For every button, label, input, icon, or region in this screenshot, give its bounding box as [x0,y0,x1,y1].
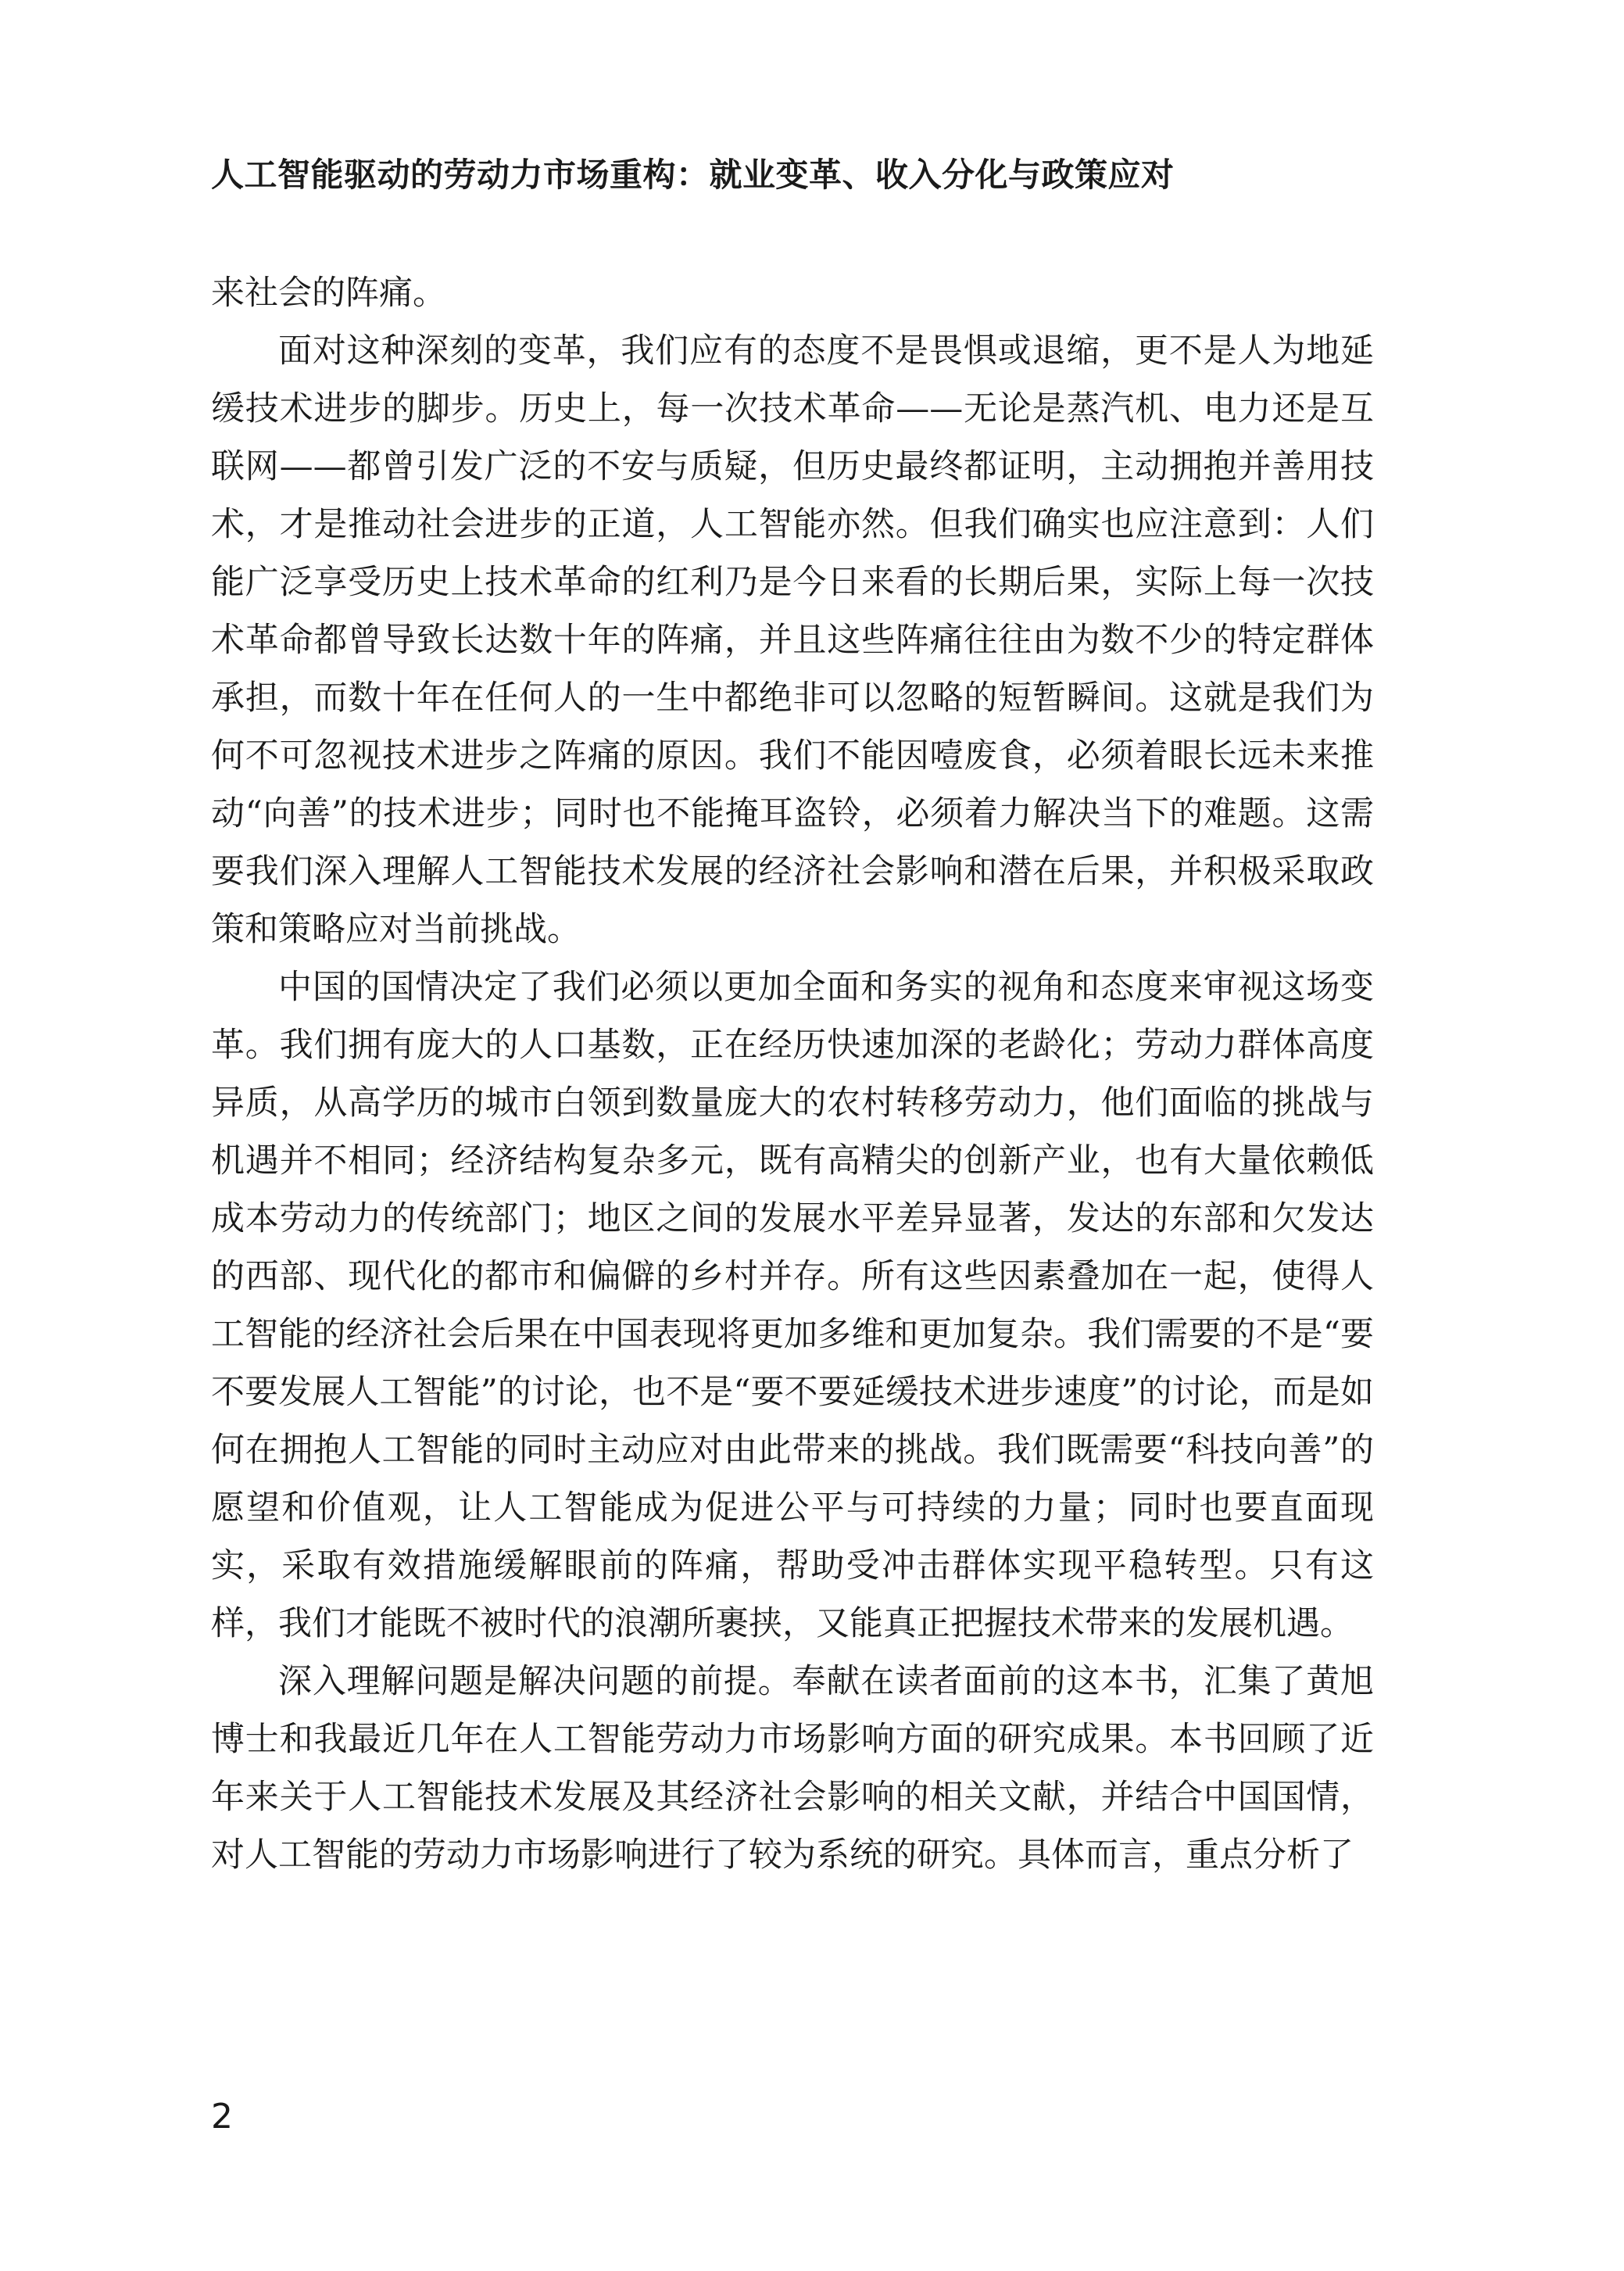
running-header-title: 人工智能驱动的劳动力市场重构：就业变革、收入分化与政策应对 [211,156,1175,194]
paragraph: 深入理解问题是解决问题的前提。奉献在读者面前的这本书，汇集了黄旭博士和我最近几年在人工智能劳动力市场影响方面的研究成果。本书回顾了近年来关于人工智能技术发展及其经济社会影响的相关文献，并结合中国国情，对人工智能的劳动力市场影响进行了较为系统的研究。具体而言，重点分析了 [211,1662,1374,1875]
paragraph: 中国的国情决定了我们必须以更加全面和务实的视角和态度来审视这场变革。我们拥有庞大的人口基数，正在经历快速加深的老龄化；劳动力群体高度异质，从高学历的城市白领到数量庞大的农村转移劳动力，他们面临的挑战与机遇并不相同；经济结构复杂多元，既有高精尖的创新产业，也有大量依赖低成本劳动力的传统部门；地区之间的发展水平差异显著，发达的东部和欠发达的西部、现代化的都市和偏僻的乡村并存。所有这些因素叠加在一起，使得人工智能的经济社会后果在中国表现将更加多维和更加复杂。我们需要的不是“要不要发展人工智能”的讨论，也不是“要不要延缓技术进步速度”的讨论，而是如何在拥抱人工智能的同时主动应对由此带来的挑战。我们既需要“科技向善”的愿望和价值观，让人工智能成为促进公平与可持续的力量；同时也要直面现实，采取有效措施缓解眼前的阵痛，帮助受冲击群体实现平稳转型。只有这样，我们才能既不被时代的浪潮所裹挟，又能真正把握技术带来的发展机遇。 [211,968,1374,1643]
paragraph: 面对这种深刻的变革，我们应有的态度不是畏惧或退缩，更不是人为地延缓技术进步的脚步。历史上，每一次技术革命——无论是蒸汽机、电力还是互联网——都曾引发广泛的不安与质疑，但历史最终都证明，主动拥抱并善用技术，才是推动社会进步的正道，人工智能亦然。但我们确实也应注意到：人们能广泛享受历史上技术革命的红利乃是今日来看的长期后果，实际上每一次技术革命都曾导致长达数十年的阵痛，并且这些阵痛往往由为数不少的特定群体承担，而数十年在任何人的一生中都绝非可以忽略的短暂瞬间。这就是我们为何不可忽视技术进步之阵痛的原因。我们不能因噎废食，必须着眼长远未来推动“向善”的技术进步；同时也不能掩耳盗铃，必须着力解决当下的难题。这需要我们深入理解人工智能技术发展的经济社会影响和潜在后果，并积极采取政策和策略应对当前挑战。 [211,331,1374,949]
paragraph-continued: 来社会的阵痛。 [211,274,446,313]
page-number: 2 [211,2097,233,2137]
body-text [211,264,1374,1884]
